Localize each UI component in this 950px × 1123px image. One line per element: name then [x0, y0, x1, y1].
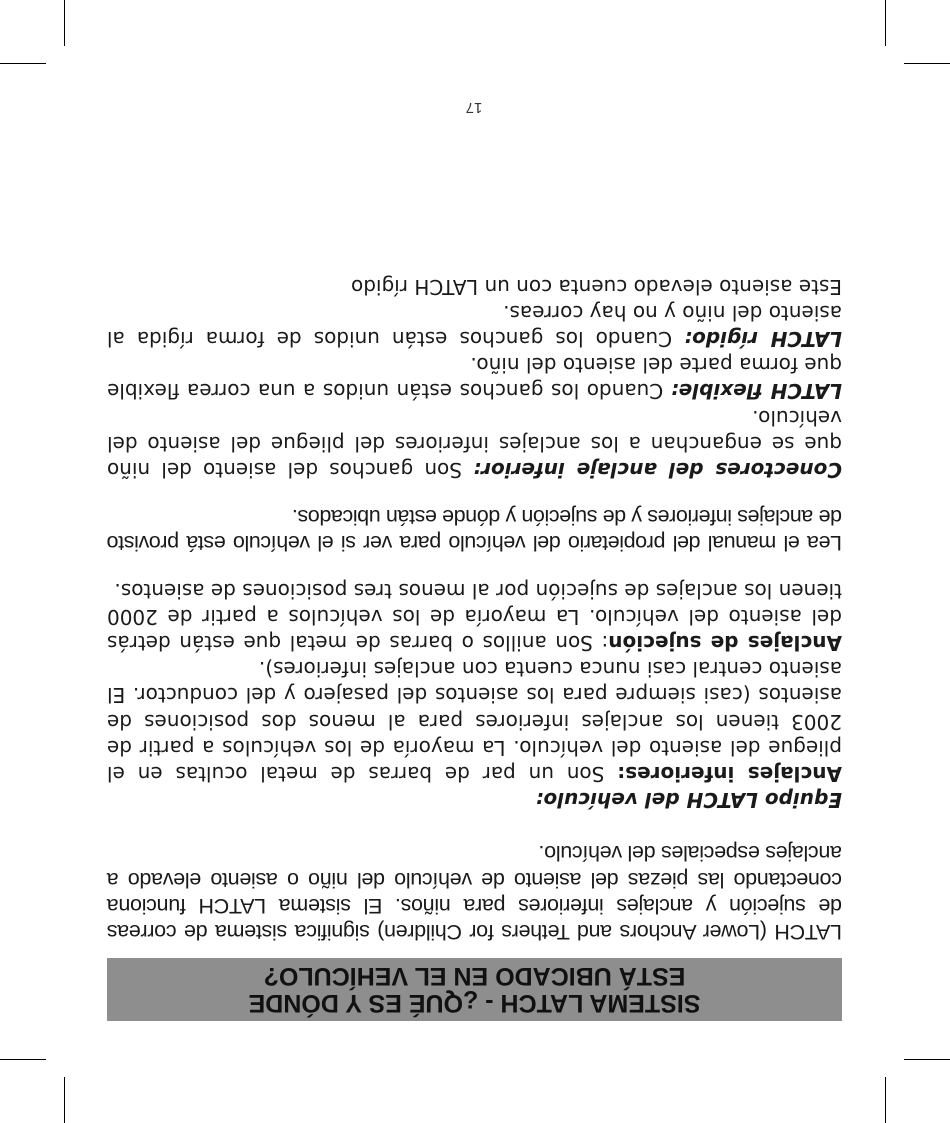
page-number: 17 — [465, 99, 483, 116]
rigid-latch-paragraph — [107, 300, 842, 352]
intro-paragraph: LATCH (Lower Anchors and Tethers for Children) significa sistema de correas de sujeción y anclajes inferiores para niños. El sistema LATCH funciona conectando las piezas del asiento de vehículo del niño o asiento elevado a anclajes especiales del vehículo. — [107, 841, 842, 944]
rigid-latch-term: LATCH rígido: — [684, 326, 842, 351]
section-header — [107, 958, 842, 1021]
connectors-paragraph — [107, 404, 842, 483]
body-content — [107, 273, 842, 945]
equipment-heading: Equipo LATCH del vehículo: — [535, 788, 842, 813]
lower-anchors-term: Anclajes inferiores: — [617, 761, 842, 786]
flexible-latch-text: Cuando los ganchos están unidos a una correa flexible que forma parte del asiento del niño. — [107, 353, 842, 404]
header-line-2: ESTÁ UBICADO EN EL VEHÍCULO? — [263, 962, 686, 991]
tether-anchors-paragraph — [107, 577, 842, 656]
closing-line: Este asiento elevado cuenta con un LATCH rígido — [351, 274, 842, 299]
lower-anchors-paragraph — [107, 656, 842, 787]
rigid-latch-text: Cuando los ganchos están unidos de forma rígida al asiento del niño y no hay correas. — [106, 300, 842, 351]
connectors-term: Conectores del anclaje inferior: — [473, 457, 842, 482]
connectors-text: Son ganchos del asiento del niño que se enganchan a los anclajes inferiores del pliegue del asiento del vehículo. — [107, 405, 842, 482]
flexible-latch-paragraph — [107, 352, 842, 404]
owner-manual-paragraph: Lea el manual del propietario del vehículo para ver si el vehículo está provisto de anclajes inferiores y de sujeción y dónde están ubicados. — [107, 505, 842, 556]
tether-anchors-term: Anclajes de sujeción — [608, 630, 842, 655]
lower-anchors-text: Son un par de barras de metal ocultas en el pliegue del asiento del vehículo. La mayoría de los vehículos a partir de 2003 tienen los anclajes inferiores para al menos dos posiciones de asientos (casi siempre para los asientos del pasajero y del conductor. El asiento central casi nunca cuenta con anclajes inferiores). — [107, 657, 842, 786]
tether-anchors-text: : Son anillos o barras de metal que están detrás del asiento del vehículo. La mayoría de los vehículos a partir de 2000 tienen los anclajes de sujeción por al menos tres posiciones de asientos. — [107, 578, 842, 655]
header-line-1: SISTEMA LATCH - ¿QUÉ ES Y DÓNDE — [248, 989, 701, 1018]
flexible-latch-term: LATCH flexible: — [670, 379, 842, 404]
